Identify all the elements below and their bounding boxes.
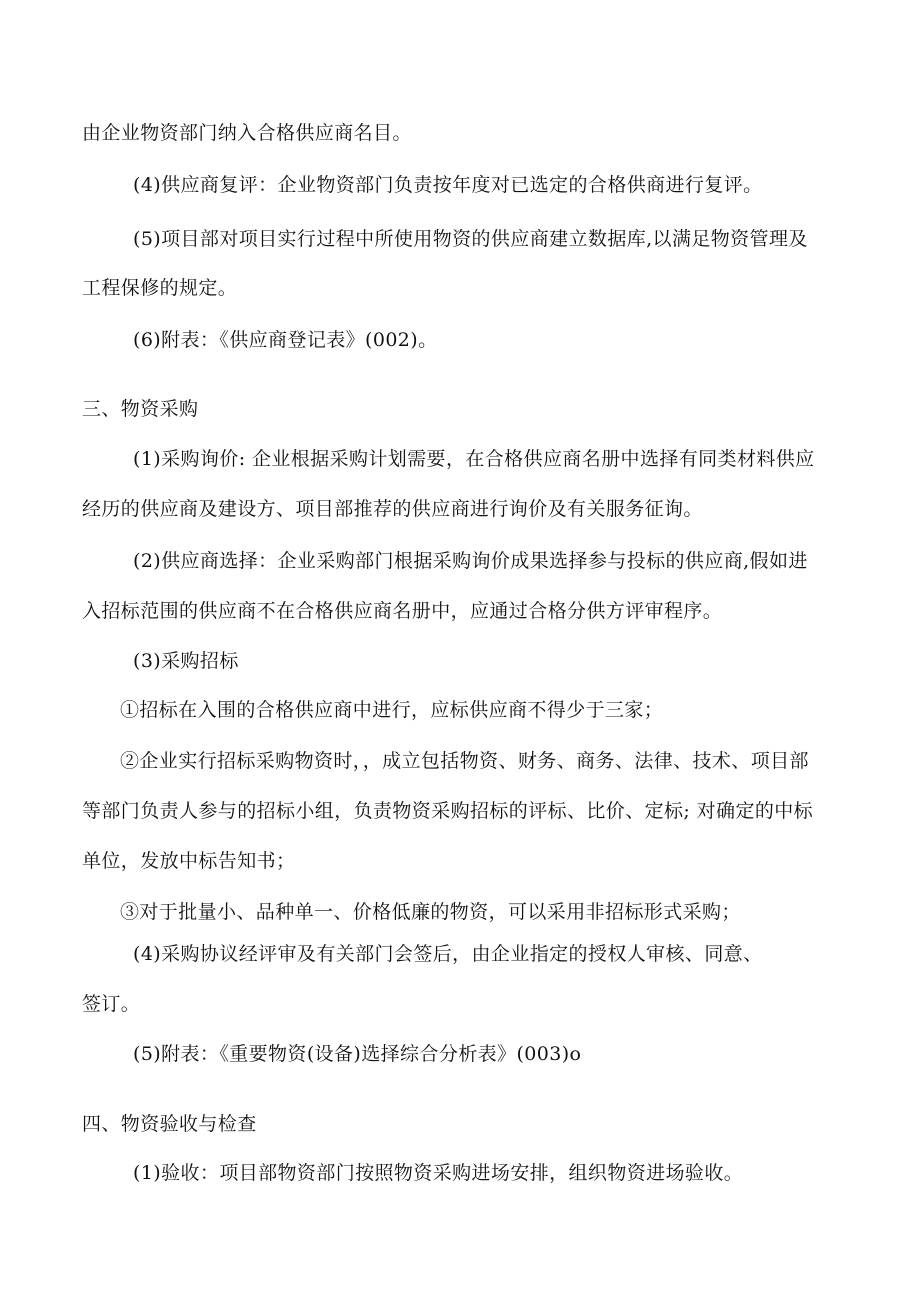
paragraph-line: 入招标范围的供应商不在合格供应商名册中，应通过合格分供方评审程序。 — [82, 600, 723, 622]
list-item: ②企业实行招标采购物资时，，成立包括物资、财务、商务、法律、技术、项目部 — [120, 750, 809, 772]
paragraph-line: (4)供应商复评：企业物资部门负责按年度对已选定的合格供商进行复评。 — [133, 174, 763, 196]
paragraph-line: (2)供应商选择：企业采购部门根据采购询价成果选择参与投标的供应商,假如进 — [133, 550, 808, 572]
paragraph-line: (1)采购询价: 企业根据采购计划需要，在合格供应商名册中选择有同类材料供应 — [133, 448, 815, 470]
section-heading: 三、物资采购 — [82, 398, 199, 420]
section-heading: 四、物资验收与检查 — [82, 1113, 257, 1135]
paragraph-line: (5)项目部对项目实行过程中所使用物资的供应商建立数据库,以满足物资管理及 — [133, 228, 808, 250]
paragraph-line: 签订。 — [82, 993, 141, 1015]
paragraph-line: (1)验收：项目部物资部门按照物资采购进场安排，组织物资进场验收。 — [133, 1162, 744, 1184]
list-item: ①招标在入围的合格供应商中进行，应标供应商不得少于三家； — [120, 699, 664, 721]
paragraph-line: (5)附表：《重要物资(设备)选择综合分析表》(003)o — [133, 1043, 582, 1065]
paragraph-line: 经历的供应商及建设方、项目部推荐的供应商进行询价及有关服务征询。 — [82, 498, 703, 520]
paragraph-line: 单位，发放中标告知书； — [82, 850, 296, 872]
paragraph-line: 等部门负责人参与的招标小组，负责物资采购招标的评标、比价、定标; 对确定的中标 — [82, 800, 814, 822]
paragraph-line: 工程保修的规定。 — [82, 277, 238, 299]
paragraph-line: (6)附表：《供应商登记表》(002)。 — [133, 329, 438, 351]
list-item: ③对于批量小、品种单一、价格低廉的物资，可以采用非招标形式采购； — [120, 901, 741, 923]
subsection-heading: (3)采购招标 — [133, 650, 239, 672]
paragraph-line: (4)采购协议经评审及有关部门会签后，由企业指定的授权人审核、同意、 — [133, 943, 763, 965]
paragraph-line: 由企业物资部门纳入合格供应商名目。 — [82, 122, 412, 144]
